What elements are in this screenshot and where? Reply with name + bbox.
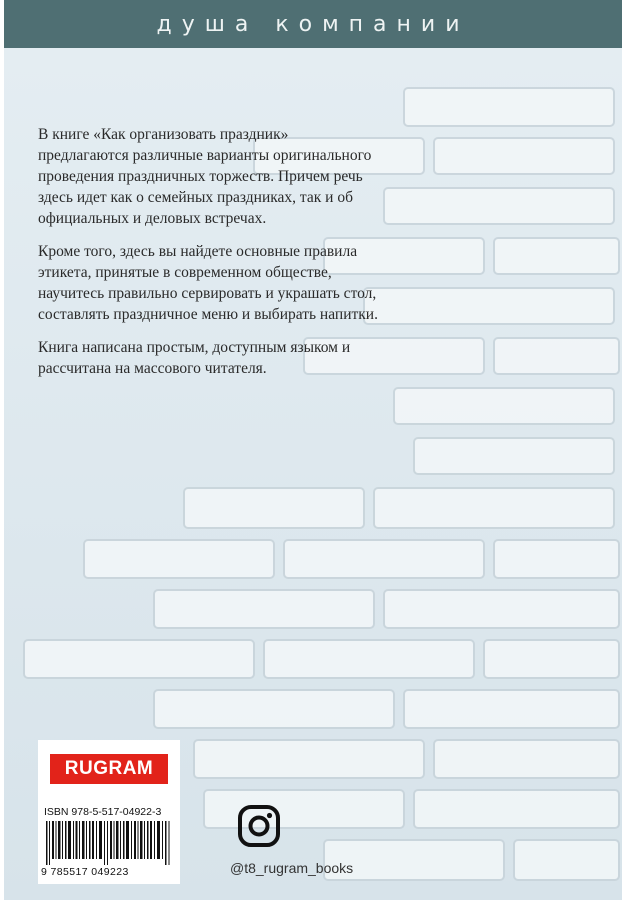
series-band: [4, 0, 622, 48]
social-handle[interactable]: @t8_rugram_books: [230, 860, 354, 876]
series-title: душа компании: [156, 11, 470, 37]
description-paragraph-1: В книге «Как организовать праздник» предлагаются различные варианты оригинального проведения праздничных торжеств. Причем речь здесь идет как о семейных праздниках, так и об официальных и деловых встречах.: [38, 126, 372, 227]
book-description: [38, 124, 378, 391]
isbn-text: ISBN 978-5-517-04922-3: [44, 806, 162, 818]
barcode-digits: 9 785517 049223: [41, 866, 129, 878]
barcode-block: [38, 740, 180, 884]
instagram-icon: [237, 804, 281, 848]
barcode: [44, 821, 174, 865]
publisher-brand: RUGRAM: [64, 758, 154, 779]
publisher-logo: [50, 754, 168, 784]
description-paragraph-3: Книга написана простым, доступным языком и рассчитана на массового читателя.: [38, 339, 351, 377]
book-back-cover: [4, 0, 622, 900]
description-paragraph-2: Кроме того, здесь вы найдете основные правила этикета, принятые в современном обществе, научитесь правильно сервировать и украшать стол, составлять праздничное меню и выбирать напитки.: [38, 243, 378, 323]
